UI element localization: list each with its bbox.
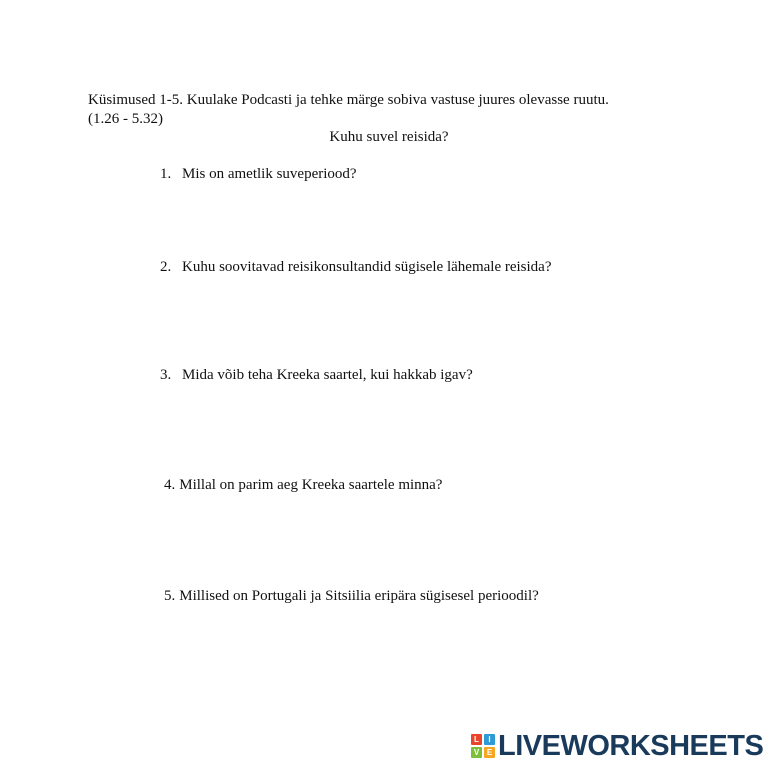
worksheet-title-text: Kuhu suvel reisida? (329, 129, 449, 145)
question-number: 2. (160, 259, 172, 275)
logo-tile: V (471, 747, 482, 758)
question-number: 1. (160, 166, 172, 182)
question-5 (164, 587, 539, 606)
question-4 (164, 476, 442, 495)
question-number: 5. (164, 588, 176, 604)
logo-mark-icon (471, 734, 495, 758)
question-text: Mis on ametlik suveperiood? (182, 166, 357, 182)
brand-name: LIVEWORKSHEETS (498, 730, 764, 762)
logo-tile: E (484, 747, 495, 758)
question-1 (160, 165, 357, 184)
question-number: 3. (160, 367, 172, 383)
question-text: Kuhu soovitavad reisikonsultandid sügisele lähemale reisida? (182, 259, 552, 275)
instructions-line-2: (1.26 - 5.32) (88, 111, 163, 127)
logo-tile: I (484, 734, 495, 745)
logo-tile: L (471, 734, 482, 745)
question-text: Millal on parim aeg Kreeka saartele minna? (179, 477, 443, 493)
question-text: Mida võib teha Kreeka saartel, kui hakkab igav? (182, 367, 473, 383)
question-3 (160, 366, 473, 385)
liveworksheets-logo (471, 731, 763, 761)
instructions (88, 91, 728, 129)
question-text: Millised on Portugali ja Sitsiilia eripära sügisesel perioodil? (179, 588, 539, 604)
question-2 (160, 258, 552, 277)
instructions-line-1: Küsimused 1-5. Kuulake Podcasti ja tehke märge sobiva vastuse juures olevasse ruutu. (88, 92, 609, 108)
worksheet-title (0, 128, 778, 147)
question-number: 4. (164, 477, 176, 493)
